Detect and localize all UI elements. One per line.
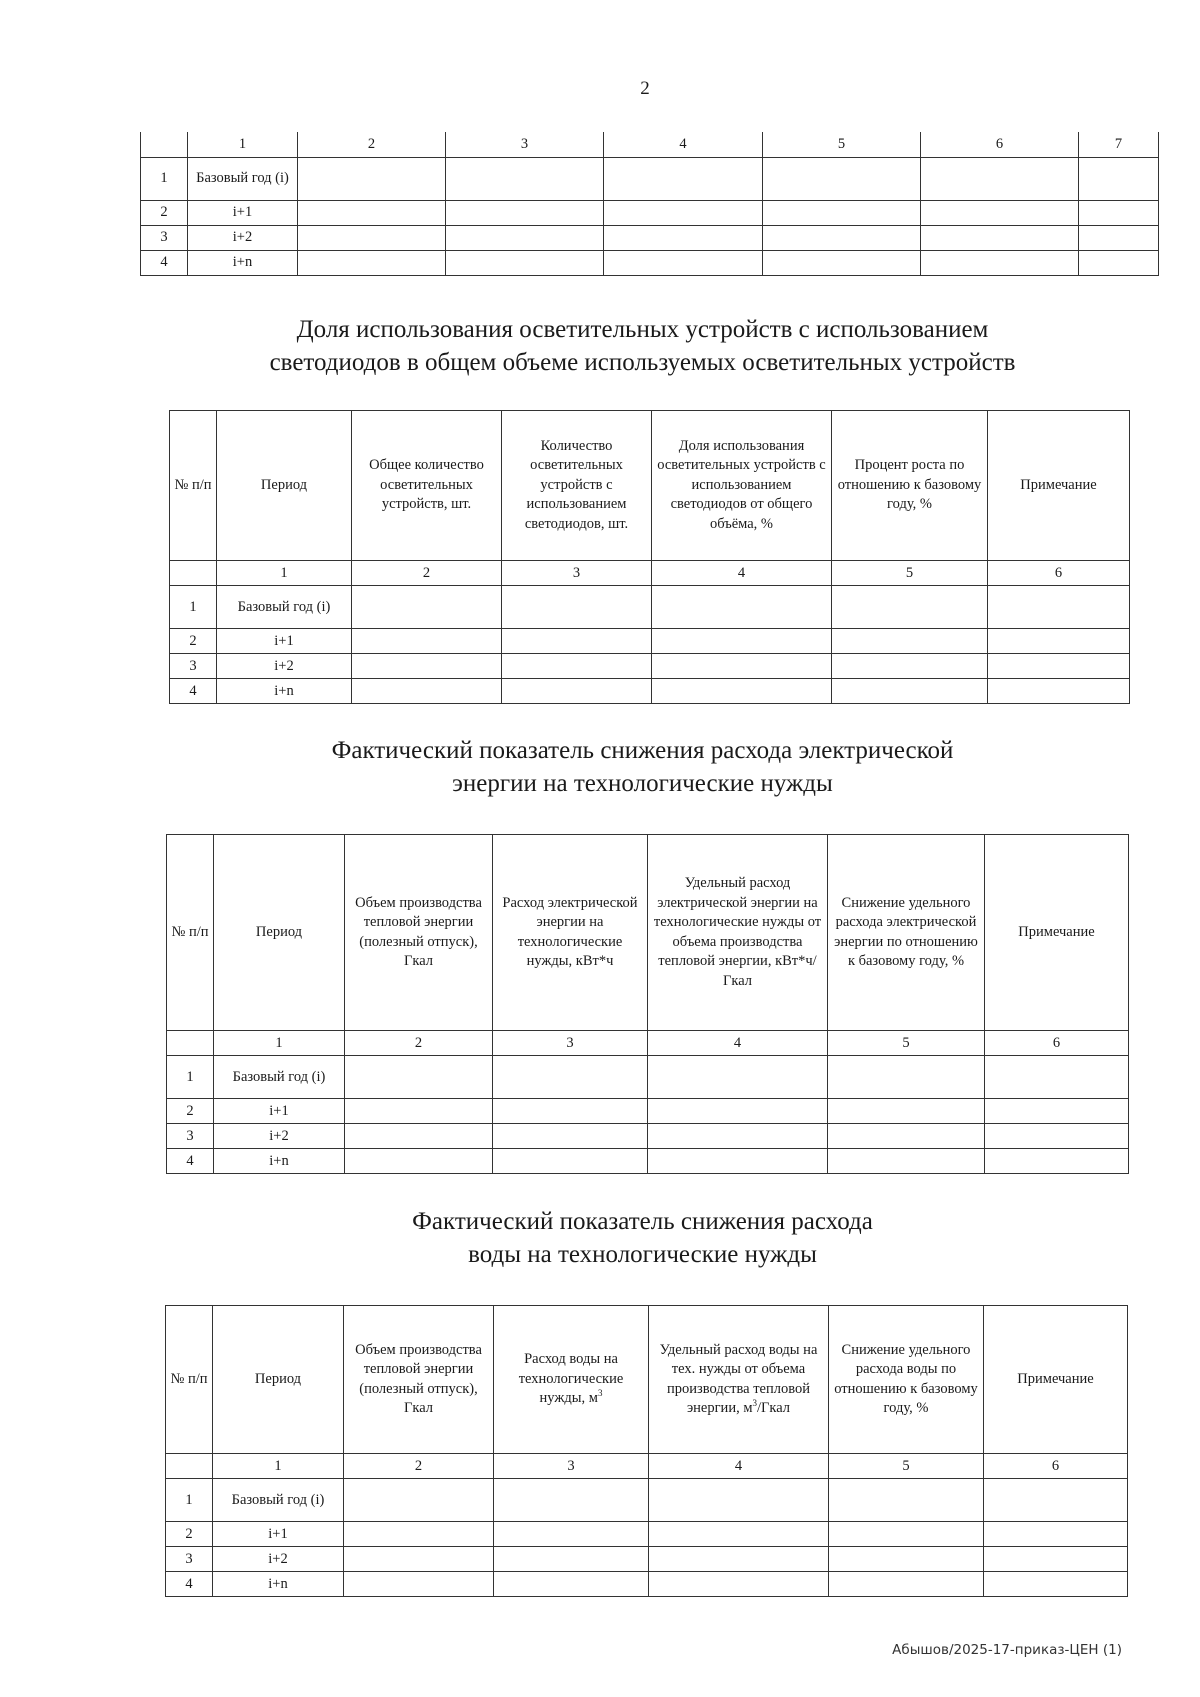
col-num-cell: 3 xyxy=(494,1454,649,1479)
empty-cell xyxy=(829,1572,984,1597)
header-cell: Период xyxy=(213,1306,344,1454)
title-line: воды на технологические нужды xyxy=(468,1241,817,1268)
row-period: Базовый год (i) xyxy=(213,1479,344,1522)
row-number: 2 xyxy=(166,1522,213,1547)
empty-cell xyxy=(298,200,446,225)
empty-cell xyxy=(828,1056,985,1099)
col-num-cell: 1 xyxy=(214,1031,345,1056)
column-number-row xyxy=(170,561,1130,586)
row-number: 4 xyxy=(141,250,188,275)
empty-cell xyxy=(921,225,1079,250)
continued-table xyxy=(140,132,1159,276)
empty-cell xyxy=(829,1522,984,1547)
empty-cell xyxy=(493,1124,648,1149)
empty-cell xyxy=(446,157,604,200)
water-table xyxy=(165,1305,1128,1597)
row-period: i+n xyxy=(217,679,352,704)
row-number: 3 xyxy=(166,1547,213,1572)
empty-cell xyxy=(652,654,832,679)
col-num-cell: 5 xyxy=(832,561,988,586)
empty-cell xyxy=(984,1547,1128,1572)
table-row xyxy=(167,1056,1129,1099)
empty-cell xyxy=(985,1124,1129,1149)
header-text-tail: /Гкал xyxy=(757,1400,791,1416)
table-row xyxy=(166,1572,1128,1597)
empty-cell xyxy=(344,1572,494,1597)
empty-cell xyxy=(1079,225,1159,250)
row-number: 4 xyxy=(167,1149,214,1174)
table-row xyxy=(170,629,1130,654)
col-num-cell: 1 xyxy=(188,132,298,157)
header-cell: Доля использования осветительных устройств с использованием светодиодов от общего объёма, % xyxy=(652,411,832,561)
col-num-cell: 5 xyxy=(763,132,921,157)
column-number-row xyxy=(167,1031,1129,1056)
row-number: 2 xyxy=(167,1099,214,1124)
empty-cell xyxy=(921,200,1079,225)
superscript: 3 xyxy=(752,1398,757,1409)
header-cell: Процент роста по отношению к базовому году, % xyxy=(832,411,988,561)
empty-cell xyxy=(344,1479,494,1522)
empty-cell xyxy=(832,586,988,629)
empty-cell xyxy=(832,679,988,704)
empty-cell xyxy=(985,1099,1129,1124)
empty-cell xyxy=(345,1124,493,1149)
col-num-cell: 6 xyxy=(988,561,1130,586)
empty-cell xyxy=(984,1522,1128,1547)
empty-cell xyxy=(829,1547,984,1572)
header-text: Расход воды на технологические нужды, м xyxy=(518,1351,624,1407)
table-row xyxy=(141,250,1159,275)
empty-cell xyxy=(649,1479,829,1522)
empty-cell xyxy=(649,1572,829,1597)
table-row xyxy=(166,1522,1128,1547)
row-period: i+2 xyxy=(214,1124,345,1149)
empty-cell xyxy=(493,1056,648,1099)
col-num-cell: 4 xyxy=(604,132,763,157)
row-period: i+1 xyxy=(217,629,352,654)
row-number: 1 xyxy=(167,1056,214,1099)
empty-cell xyxy=(446,225,604,250)
header-cell: № п/п xyxy=(166,1306,213,1454)
col-num-cell: 4 xyxy=(652,561,832,586)
col-num-cell: 2 xyxy=(345,1031,493,1056)
header-cell: Примечание xyxy=(988,411,1130,561)
empty-cell xyxy=(763,250,921,275)
empty-cell xyxy=(604,250,763,275)
empty-cell xyxy=(494,1522,649,1547)
header-cell: Период xyxy=(217,411,352,561)
header-text: Удельный расход воды на тех. нужды от объема производства тепловой энергии, м xyxy=(659,1341,818,1416)
title-line: светодиодов в общем объеме используемых осветительных устройств xyxy=(269,349,1016,376)
title-line: Фактический показатель снижения расхода электрической xyxy=(331,737,954,764)
header-cell: Объем производства тепловой энергии (полезный отпуск), Гкал xyxy=(344,1306,494,1454)
empty-cell xyxy=(604,225,763,250)
header-cell: Период xyxy=(214,835,345,1031)
empty-cell xyxy=(988,586,1130,629)
empty-cell xyxy=(1079,200,1159,225)
empty-cell xyxy=(494,1479,649,1522)
col-num-cell: 5 xyxy=(828,1031,985,1056)
col-num-cell: 3 xyxy=(493,1031,648,1056)
header-cell: Примечание xyxy=(985,835,1129,1031)
row-number: 2 xyxy=(170,629,217,654)
empty-cell xyxy=(345,1099,493,1124)
col-num-cell xyxy=(141,132,188,157)
col-num-cell: 2 xyxy=(344,1454,494,1479)
header-row xyxy=(166,1306,1128,1454)
empty-cell xyxy=(988,679,1130,704)
col-num-cell: 4 xyxy=(648,1031,828,1056)
table-row xyxy=(167,1099,1129,1124)
empty-cell xyxy=(345,1149,493,1174)
row-period: i+2 xyxy=(188,225,298,250)
empty-cell xyxy=(828,1099,985,1124)
empty-cell xyxy=(649,1547,829,1572)
empty-cell xyxy=(763,157,921,200)
col-num-cell xyxy=(167,1031,214,1056)
col-num-cell: 6 xyxy=(985,1031,1129,1056)
empty-cell xyxy=(652,679,832,704)
header-cell: Снижение удельного расхода воды по отношению к базовому году, % xyxy=(829,1306,984,1454)
row-period: i+1 xyxy=(188,200,298,225)
empty-cell xyxy=(652,586,832,629)
empty-cell xyxy=(345,1056,493,1099)
header-cell: Общее количество осветительных устройств, шт. xyxy=(352,411,502,561)
col-num-cell: 2 xyxy=(298,132,446,157)
col-num-cell: 3 xyxy=(502,561,652,586)
col-num-cell: 5 xyxy=(829,1454,984,1479)
column-number-row xyxy=(166,1454,1128,1479)
header-row xyxy=(170,411,1130,561)
table-row xyxy=(167,1124,1129,1149)
header-cell: Объем производства тепловой энергии (полезный отпуск), Гкал xyxy=(345,835,493,1031)
row-number: 3 xyxy=(141,225,188,250)
empty-cell xyxy=(828,1149,985,1174)
empty-cell xyxy=(648,1099,828,1124)
empty-cell xyxy=(493,1099,648,1124)
row-number: 3 xyxy=(170,654,217,679)
table-row xyxy=(166,1479,1128,1522)
col-num-cell: 7 xyxy=(1079,132,1159,157)
row-period: Базовый год (i) xyxy=(188,157,298,200)
header-cell: Примечание xyxy=(984,1306,1128,1454)
empty-cell xyxy=(502,654,652,679)
row-number: 1 xyxy=(141,157,188,200)
header-cell xyxy=(494,1306,649,1454)
empty-cell xyxy=(352,654,502,679)
empty-cell xyxy=(763,225,921,250)
row-period: i+n xyxy=(214,1149,345,1174)
empty-cell xyxy=(985,1056,1129,1099)
header-cell: Снижение удельного расхода электрической энергии по отношению к базовому году, % xyxy=(828,835,985,1031)
empty-cell xyxy=(921,157,1079,200)
empty-cell xyxy=(352,586,502,629)
row-period: i+n xyxy=(188,250,298,275)
empty-cell xyxy=(1079,250,1159,275)
empty-cell xyxy=(1079,157,1159,200)
led-table xyxy=(169,410,1130,704)
empty-cell xyxy=(984,1479,1128,1522)
col-num-cell: 4 xyxy=(649,1454,829,1479)
table-row xyxy=(170,586,1130,629)
empty-cell xyxy=(493,1149,648,1174)
empty-cell xyxy=(494,1547,649,1572)
page-number: 2 xyxy=(640,78,650,99)
row-number: 1 xyxy=(170,586,217,629)
header-cell: Количество осветительных устройств с использованием светодиодов, шт. xyxy=(502,411,652,561)
empty-cell xyxy=(502,629,652,654)
empty-cell xyxy=(298,225,446,250)
row-period: Базовый год (i) xyxy=(217,586,352,629)
row-period: i+n xyxy=(213,1572,344,1597)
empty-cell xyxy=(648,1056,828,1099)
table-row xyxy=(170,654,1130,679)
table-row xyxy=(141,200,1159,225)
row-period: i+1 xyxy=(213,1522,344,1547)
title-line: Доля использования осветительных устройств с использованием xyxy=(296,316,989,343)
header-cell: № п/п xyxy=(170,411,217,561)
empty-cell xyxy=(988,654,1130,679)
row-number: 3 xyxy=(167,1124,214,1149)
row-number: 1 xyxy=(166,1479,213,1522)
header-cell: № п/п xyxy=(167,835,214,1031)
empty-cell xyxy=(921,250,1079,275)
empty-cell xyxy=(648,1149,828,1174)
col-num-cell: 1 xyxy=(213,1454,344,1479)
power-table xyxy=(166,834,1129,1174)
empty-cell xyxy=(984,1572,1128,1597)
empty-cell xyxy=(763,200,921,225)
col-num-cell xyxy=(170,561,217,586)
col-num-cell: 3 xyxy=(446,132,604,157)
row-period: i+2 xyxy=(213,1547,344,1572)
empty-cell xyxy=(604,200,763,225)
row-number: 4 xyxy=(166,1572,213,1597)
empty-cell xyxy=(652,629,832,654)
table-row xyxy=(170,679,1130,704)
empty-cell xyxy=(832,629,988,654)
col-num-cell: 6 xyxy=(984,1454,1128,1479)
empty-cell xyxy=(494,1572,649,1597)
row-period: i+1 xyxy=(214,1099,345,1124)
empty-cell xyxy=(446,250,604,275)
table-row xyxy=(167,1149,1129,1174)
empty-cell xyxy=(829,1479,984,1522)
row-period: i+2 xyxy=(217,654,352,679)
table-row xyxy=(141,157,1159,200)
table-row xyxy=(141,225,1159,250)
col-num-cell: 2 xyxy=(352,561,502,586)
title-line: энергии на технологические нужды xyxy=(452,770,833,797)
header-cell: Расход электрической энергии на технологические нужды, кВт*ч xyxy=(493,835,648,1031)
header-row xyxy=(167,835,1129,1031)
empty-cell xyxy=(828,1124,985,1149)
empty-cell xyxy=(649,1522,829,1547)
row-number: 2 xyxy=(141,200,188,225)
title-line: Фактический показатель снижения расхода xyxy=(412,1208,873,1235)
superscript: 3 xyxy=(597,1388,603,1399)
column-number-row xyxy=(141,132,1159,157)
table-row xyxy=(166,1547,1128,1572)
empty-cell xyxy=(988,629,1130,654)
empty-cell xyxy=(344,1547,494,1572)
empty-cell xyxy=(604,157,763,200)
header-cell xyxy=(649,1306,829,1454)
col-num-cell xyxy=(166,1454,213,1479)
empty-cell xyxy=(446,200,604,225)
empty-cell xyxy=(985,1149,1129,1174)
empty-cell xyxy=(344,1522,494,1547)
document-footer: Абышов/2025-17-приказ-ЦЕН (1) xyxy=(892,1642,1122,1658)
header-cell: Удельный расход электрической энергии на технологические нужды от объема производства тепловой энергии, кВт*ч/Гкал xyxy=(648,835,828,1031)
empty-cell xyxy=(352,629,502,654)
col-num-cell: 6 xyxy=(921,132,1079,157)
col-num-cell: 1 xyxy=(217,561,352,586)
empty-cell xyxy=(648,1124,828,1149)
empty-cell xyxy=(298,250,446,275)
section-title-led xyxy=(150,313,1135,379)
empty-cell xyxy=(832,654,988,679)
row-period: Базовый год (i) xyxy=(214,1056,345,1099)
row-number: 4 xyxy=(170,679,217,704)
empty-cell xyxy=(502,586,652,629)
section-title-water xyxy=(150,1205,1135,1271)
empty-cell xyxy=(298,157,446,200)
empty-cell xyxy=(502,679,652,704)
section-title-power xyxy=(150,734,1135,800)
empty-cell xyxy=(352,679,502,704)
